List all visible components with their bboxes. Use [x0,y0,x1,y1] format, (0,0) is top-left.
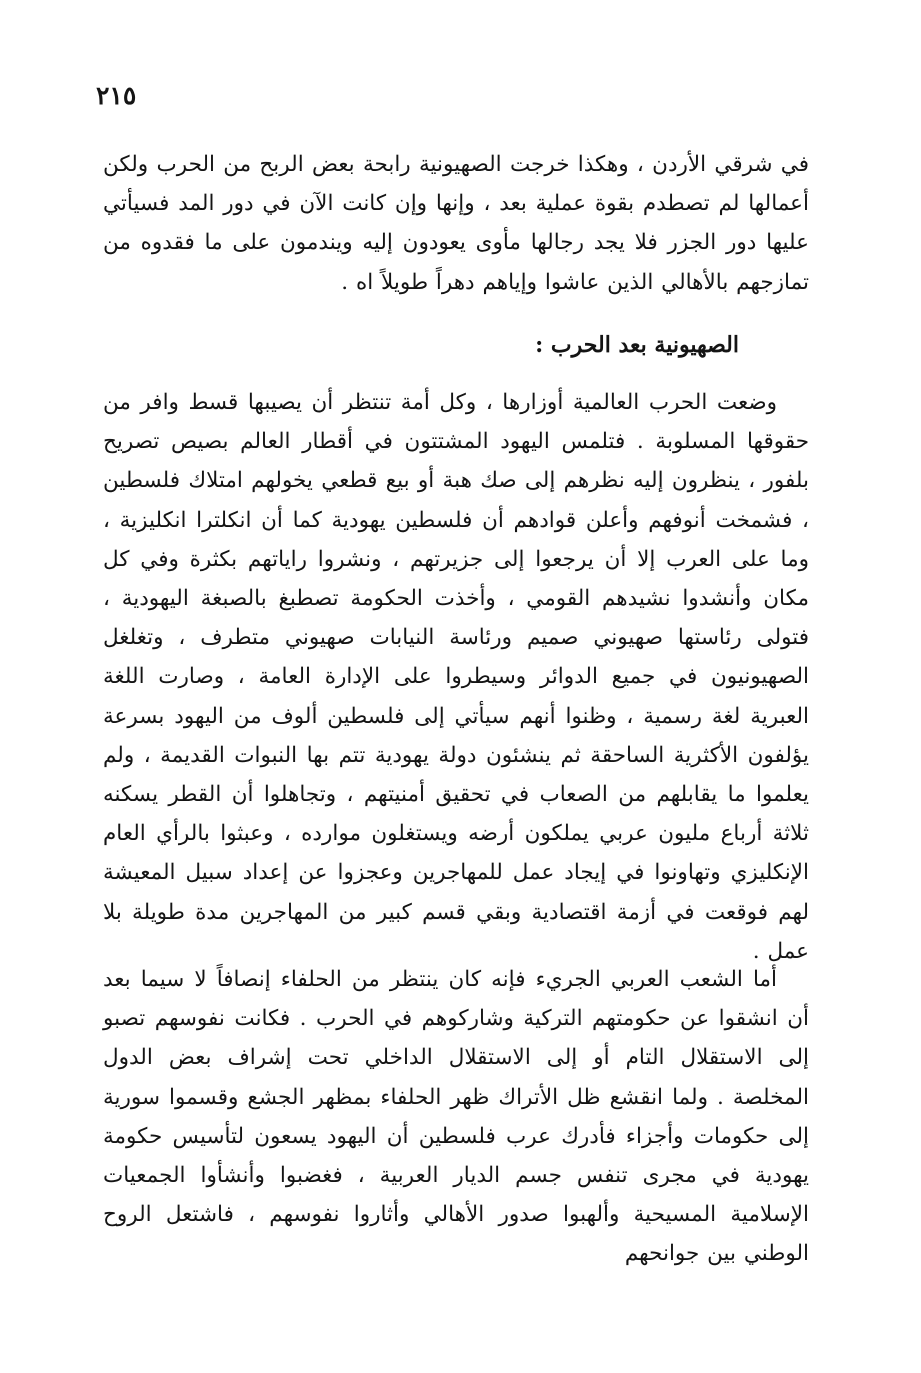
paragraph-3-block [103,960,809,1274]
paragraph-1: في شرقي الأردن ، وهكذا خرجت الصهيونية رابحة بعض الربح من الحرب ولكن أعمالها لم تصطدم بقوة عملية بعد ، وإنها وإن كانت الآن في دور المد فسيأتي عليها دور الجزر فلا يجد رجالها مأوى يعودون إليه ويندمون على ما فقدوه من تمازجهم بالأهالي الذين عاشوا وإياهم دهراً طويلاً اه . [103,152,809,295]
paragraph-3: أما الشعب العربي الجريء فإنه كان ينتظر من الحلفاء إنصافاً لا سيما بعد أن انشقوا عن حكومتهم التركية وشاركوهم في الحرب . فكانت نفوسهم تصبو إلى الاستقلال التام أو إلى الاستقلال الداخلي تحت إشراف بعض الدول المخلصة . ولما انقشع ظل الأتراك ظهر الحلفاء بمظهر الجشع وقسموا سورية إلى حكومات وأجزاء فأدرك عرب فلسطين أن اليهود يسعون لتأسيس حكومة يهودية في مجرى تنفس جسم الديار العربية ، فغضبوا وأنشأوا الجمعيات الإسلامية المسيحية وألهبوا صدور الأهالي وأثاروا نفوسهم ، فاشتعل الروح الوطني بين جوانحهم [103,967,809,1267]
page-number: ٢١٥ [96,81,137,110]
paragraph-1-block [103,145,809,302]
paragraph-2: وضعت الحرب العالمية أوزارها ، وكل أمة تنتظر أن يصيبها قسط وافر من حقوقها المسلوبة . فتلمس اليهود المشتتون في أقطار العالم بصيص تصريح بلفور ، ينظرون إليه نظرهم إلى صك هبة أو بيع قطعي يخولهم امتلاك فلسطين ، فشمخت أنوفهم وأعلن قوادهم أن فلسطين يهودية كما أن انكلترا انكليزية ، وما على العرب إلا أن يرجعوا إلى جزيرتهم ، ونشروا راياتهم بكثرة وفي كل مكان وأنشدوا نشيدهم القومي ، وأخذت الحكومة تصطبغ بالصبغة اليهودية ، فتولى رئاستها صهيوني صميم ورئاسة النيابات صهيوني متطرف ، وتغلغل الصهيونيون في جميع الدوائر وسيطروا على الإدارة العامة ، وصارت اللغة العبرية لغة رسمية ، وظنوا أنهم سيأتي إلى فلسطين ألوف من اليهود بسرعة يؤلفون الأكثرية الساحقة ثم ينشئون دولة يهودية تتم بها النبوات القديمة ، ولم يعلموا ما يقابلهم من الصعاب في تحقيق أمنيتهم ، وتجاهلوا أن القطر يسكنه ثلاثة أرباع مليون عربي يملكون أرضه ويستغلون موارده ، وعبثوا بالرأي العام الإنكليزي وتهاونوا في إيجاد عمل للمهاجرين وعجزوا عن إعداد سبيل المعيشة لهم فوقعت في أزمة اقتصادية وبقي قسم كبير من المهاجرين مدة طويلة بلا عمل . [103,390,809,964]
section-heading: الصهيونية بعد الحرب : [535,332,739,358]
paragraph-2-block [103,383,809,971]
